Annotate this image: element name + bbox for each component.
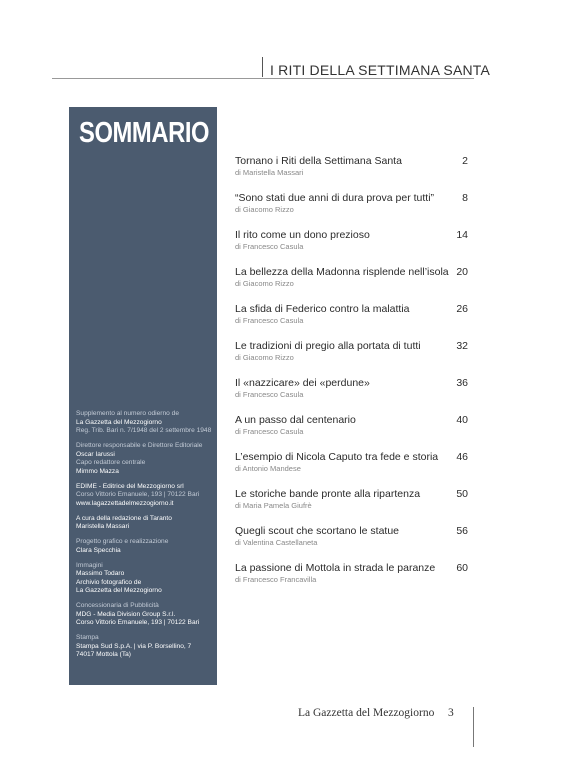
- toc-entry[interactable]: [235, 191, 470, 228]
- credit-line: Capo redattore centrale: [76, 459, 146, 466]
- section-title: I RITI DELLA SETTIMANA SANTA: [270, 62, 491, 78]
- footer-divider: [473, 707, 474, 747]
- toc-entry-title: Le storiche bande pronte alla ripartenza: [235, 488, 421, 500]
- credit-line: Supplemento al numero odierno de: [76, 410, 180, 417]
- toc-entry[interactable]: [235, 154, 470, 191]
- credit-line: A cura della redazione di Taranto: [76, 514, 172, 522]
- header-divider: [262, 57, 263, 77]
- toc-entry-title: La passione di Mottola in strada le paranze: [235, 562, 436, 574]
- toc-entry[interactable]: [235, 487, 470, 524]
- sommario-title: SOMMARIO: [79, 117, 210, 149]
- toc-entry-author: di Francesco Casula: [235, 242, 304, 251]
- toc-entry[interactable]: [235, 228, 470, 265]
- credit-group: [76, 602, 214, 628]
- credit-group: [76, 634, 214, 660]
- toc-entry[interactable]: [235, 302, 470, 339]
- credit-line: Mimmo Mazza: [76, 467, 119, 475]
- toc-entry[interactable]: [235, 450, 470, 487]
- credits-block: [76, 410, 214, 666]
- credit-line: Maristella Massari: [76, 523, 130, 530]
- toc-entry-title: Quegli scout che scortano le statue: [235, 525, 400, 537]
- credit-line: Stampa: [76, 634, 99, 641]
- toc-entry-author: di Valentina Castellaneta: [235, 538, 318, 547]
- toc-entry-author: di Francesco Francavilla: [235, 575, 317, 584]
- header-rule: [52, 78, 474, 79]
- toc-entry-page: 32: [456, 340, 468, 352]
- credit-group: [76, 410, 214, 436]
- toc-entry-title: Tornano i Riti della Settimana Santa: [235, 155, 402, 167]
- credit-line: Progetto grafico e realizzazione: [76, 538, 169, 545]
- credit-line: Stampa Sud S.p.A. | via P. Borsellino, 7: [76, 642, 192, 650]
- toc-entry-title: Le tradizioni di pregio alla portata di tutti: [235, 340, 421, 352]
- toc-entry-page: 40: [456, 414, 468, 426]
- credit-line: Reg. Trib. Bari n. 7/1948 del 2 settembre 1948: [76, 427, 212, 434]
- toc-entry-author: di Antonio Mandese: [235, 464, 301, 473]
- credit-group: [76, 483, 214, 509]
- toc-entry-author: di Francesco Casula: [235, 316, 304, 325]
- toc-entry-title: La bellezza della Madonna risplende nell’isola: [235, 266, 449, 278]
- toc-entry-page: 2: [462, 155, 468, 167]
- credit-line: La Gazzetta del Mezzogiorno: [76, 587, 162, 594]
- toc-entry-title: La sfida di Federico contro la malattia: [235, 303, 410, 315]
- toc-entry-author: di Giacomo Rizzo: [235, 353, 294, 362]
- credit-group: [76, 442, 214, 476]
- toc-entry-page: 60: [456, 562, 468, 574]
- credit-line: EDIME - Editrice del Mezzogiorno srl: [76, 482, 184, 490]
- toc-entry[interactable]: [235, 265, 470, 302]
- footer-publication: La Gazzetta del Mezzogiorno: [298, 707, 435, 719]
- credit-line: Oscar Iarussi: [76, 450, 115, 458]
- toc-entry-page: 8: [462, 192, 468, 204]
- toc-entry-author: di Giacomo Rizzo: [235, 205, 294, 214]
- toc-entry[interactable]: [235, 339, 470, 376]
- credit-line: Corso Vittorio Emanuele, 193 | 70122 Bari: [76, 619, 200, 626]
- credit-line: 74017 Mottola (Ta): [76, 651, 131, 658]
- toc-entry-author: di Maria Pamela Giufrè: [235, 501, 312, 510]
- toc-entry-title: A un passo dal centenario: [235, 414, 356, 426]
- toc-entry-page: 56: [456, 525, 468, 537]
- credit-line: Concessionaria di Pubblicità: [76, 602, 159, 609]
- toc-entry-title: “Sono stati due anni di dura prova per tutti”: [235, 192, 435, 204]
- credit-line: Clara Specchia: [76, 546, 121, 554]
- credit-line: www.lagazzettadelmezzogiorno.it: [76, 499, 174, 507]
- credit-line: Massimo Todaro: [76, 570, 125, 577]
- sidebar-panel: [69, 107, 217, 685]
- toc-entry[interactable]: [235, 524, 470, 561]
- toc-entry-author: di Francesco Casula: [235, 390, 304, 399]
- credit-line: Corso Vittorio Emanuele, 193 | 70122 Bari: [76, 491, 200, 498]
- credit-line: Archivio fotografico de: [76, 578, 142, 586]
- credit-group: [76, 562, 214, 596]
- toc-entry[interactable]: [235, 413, 470, 450]
- credit-line: Immagini: [76, 561, 103, 569]
- credit-group: [76, 515, 214, 532]
- toc-entry-page: 20: [456, 266, 468, 278]
- credit-line: MDG - Media Division Group S.r.l.: [76, 610, 176, 618]
- toc-entry-author: di Francesco Casula: [235, 427, 304, 436]
- toc-entry[interactable]: [235, 561, 470, 598]
- footer-page-number: 3: [448, 707, 454, 719]
- credit-line: Direttore responsabile e Direttore Editoriale: [76, 442, 203, 449]
- toc-entry-title: Il rito come un dono prezioso: [235, 229, 370, 241]
- toc-entry[interactable]: [235, 376, 470, 413]
- toc-entry-title: L’esempio di Nicola Caputo tra fede e storia: [235, 451, 439, 463]
- toc-entry-page: 46: [456, 451, 468, 463]
- toc-entry-page: 50: [456, 488, 468, 500]
- table-of-contents: [235, 154, 470, 598]
- toc-entry-author: di Giacomo Rizzo: [235, 279, 294, 288]
- toc-entry-author: di Maristella Massari: [235, 168, 304, 177]
- toc-entry-title: Il «nazzicare» dei «perdune»: [235, 377, 370, 389]
- toc-entry-page: 26: [456, 303, 468, 315]
- toc-entry-page: 14: [456, 229, 468, 241]
- credit-line: La Gazzetta del Mezzogiorno: [76, 418, 162, 426]
- credit-group: [76, 538, 214, 555]
- toc-entry-page: 36: [456, 377, 468, 389]
